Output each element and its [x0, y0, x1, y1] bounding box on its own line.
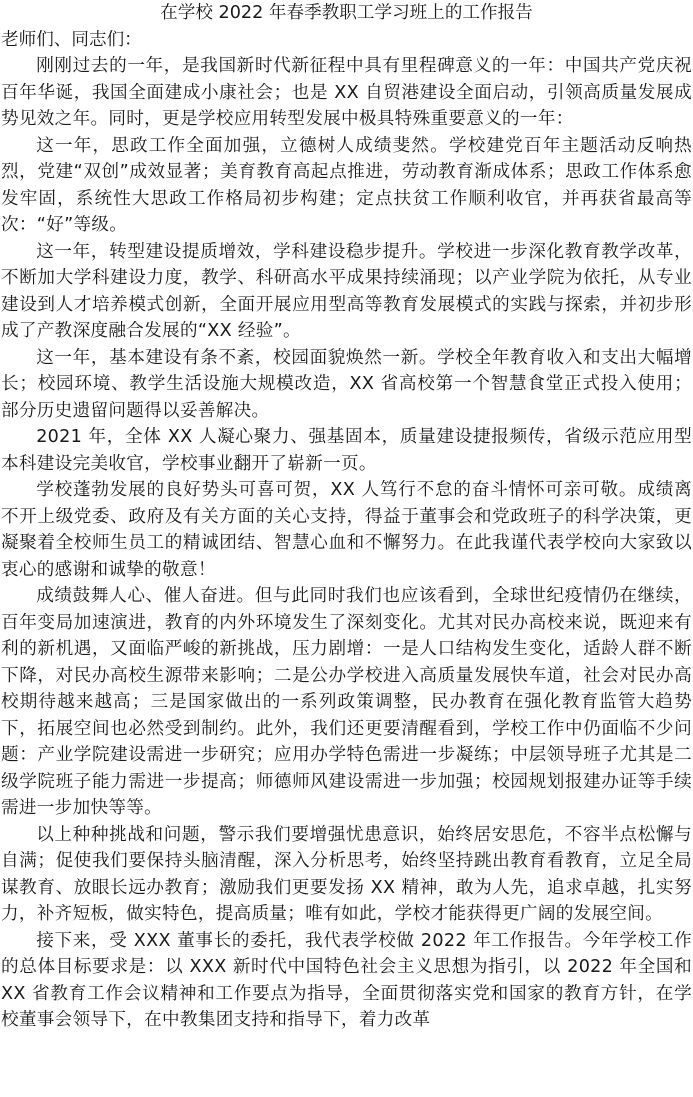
report-title: 在学校 2022 年春季教职工学习班上的工作报告	[160, 3, 533, 23]
paragraph-2021-summary: 2021 年，全体 XX 人凝心聚力、强基固本，质量建设捷报频传，省级示范应用型本科建设完美收官，学校事业翻开了崭新一页。	[1, 427, 692, 474]
paragraph-year-significance: 刚刚过去的一年，是我国新时代新征程中具有里程碑意义的一年：中国共产党庆祝百年华诞，我国全面建成小康社会；也是 XX 自贸港建设全面启动，引领高质量发展成势见效之年。同时，更是学校应用转型发展中极具特殊重要意义的一年：	[1, 56, 692, 129]
paragraph-infrastructure: 这一年，基本建设有条不紊，校园面貌焕然一新。学校全年教育收入和支出大幅增长；校园环境、教学生活设施大规模改造，XX 省高校第一个智慧食堂正式投入使用；部分历史遗留问题得以妥善解决。	[1, 347, 692, 421]
report-document	[1, 0, 692, 1034]
paragraph-transformation: 这一年，转型建设提质增效，学科建设稳步提升。学校进一步深化教育教学改革，不断加大学科建设力度，教学、科研高水平成果持续涌现；以产业学院为依托，从专业建设到人才培养模式创新，全面开展应用型高等教育发展模式的实践与探索，并初步形成了产教深度融合发展的“XX 经验”。	[1, 241, 692, 341]
paragraph-gratitude: 学校蓬勃发展的良好势头可喜可贺，XX 人笃行不怠的奋斗情怀可亲可敬。成绩离不开上级党委、政府及有关方面的关心支持，得益于董事会和党政班子的科学决策，更凝聚着全校师生员工的精诚团结、智慧心血和不懈努力。在此我谨代表学校向大家致以衷心的感谢和诚挚的敬意！	[1, 480, 692, 580]
paragraph-challenges: 成绩鼓舞人心、催人奋进。但与此同时我们也应该看到，全球世纪疫情仍在继续，百年变局加速演进，教育的内外环境发生了深刻变化。尤其对民办高校来说，既迎来有利的新机遇，又面临严峻的新挑战，压力剧增：一是人口结构发生变化，适龄人群不断下降，对民办高校生源带来影响；二是公办学校进入高质量发展快车道，社会对民办高校期待越来越高；三是国家做出的一系列政策调整，民办教育在强化教育监管大趋势下，拓展空间也必然受到制约。此外，我们还更要清醒看到，学校工作中仍面临不少问题：产业学院建设需进一步研究；应用办学特色需进一步凝练；中层领导班子尤其是二级学院班子能力需进一步提高；师德师风建设需进一步加强；校园规划报建办证等手续需进一步加快等等。	[1, 586, 692, 818]
paragraph-ideological-work: 这一年，思政工作全面加强，立德树人成绩斐然。学校建党百年主题活动反响热烈，党建“双创”成效显著；美育教育高起点推进，劳动教育渐成体系；思政工作体系愈发牢固，系统性大思政工作格局初步构建；定点扶贫工作顺利收官，并再获省最高等次：“好”等级。	[1, 135, 692, 235]
salutation: 老师们、同志们：	[1, 29, 142, 50]
paragraph-2022-goals: 接下来，受 XXX 董事长的委托，我代表学校做 2022 年工作报告。今年学校工作的总体目标要求是：以 XXX 新时代中国特色社会主义思想为指引，以 2022 年全国和 XX 省教育工作会议精神和工作要点为指导，全面贯彻落实党和国家的教育方针，在学校董事会领导下，在中教集团支持和指导下，着力改革	[1, 930, 692, 1030]
paragraph-warning: 以上种种挑战和问题，警示我们要增强忧患意识，始终居安思危，不容半点松懈与自满；促使我们要保持头脑清醒，深入分析思考，始终坚持跳出教育看教育，立足全局谋教育、放眼长远办教育；激励我们更要发扬 XX 精神，敢为人先，追求卓越，扎实努力，补齐短板，做实特色，提高质量；唯有如此，学校才能获得更广阔的发展空间。	[1, 824, 692, 924]
